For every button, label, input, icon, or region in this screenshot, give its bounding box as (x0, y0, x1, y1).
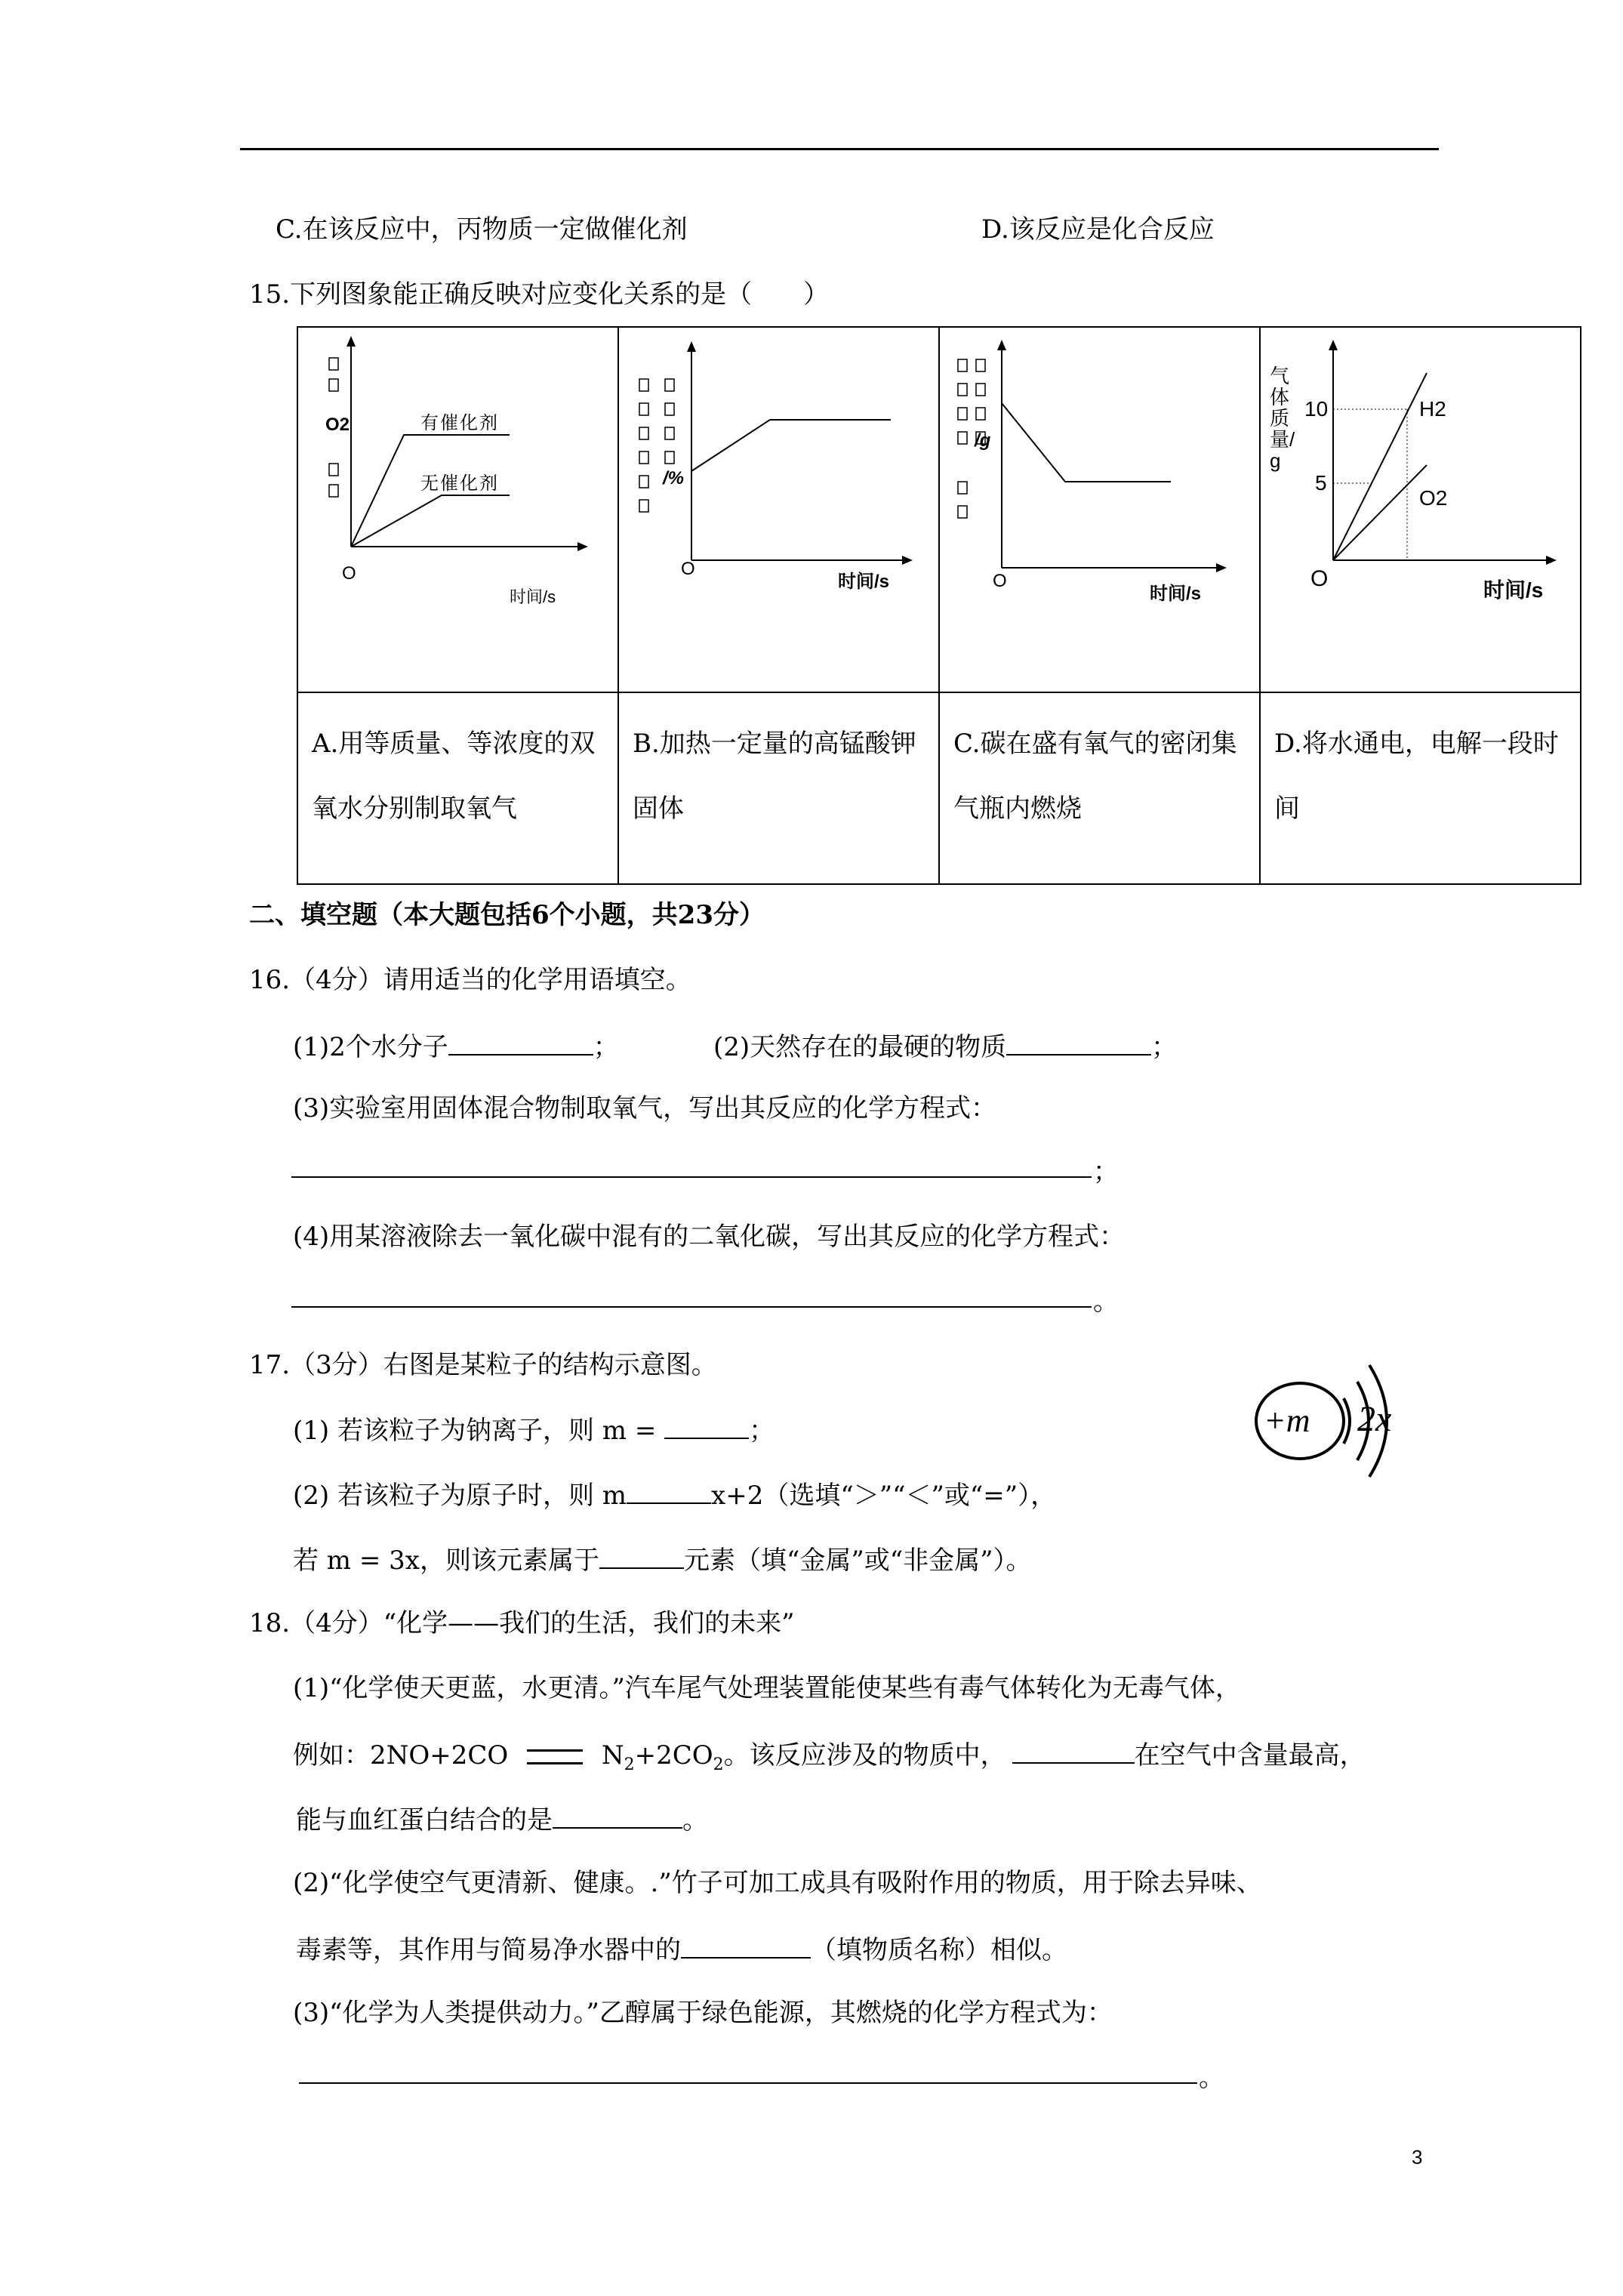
q18-period: 。 (1199, 2063, 1224, 2093)
equals-sign (527, 1749, 583, 1764)
header-rule (240, 148, 1439, 150)
graph-a-xlabel: 时间/s (510, 587, 556, 606)
graph-c (940, 328, 1259, 692)
q16-answer-line-4[interactable] (291, 1306, 1092, 1308)
caption-c: C.碳在盛有氧气的密闭集气瓶内燃烧 (953, 729, 1237, 824)
graph-a (298, 328, 617, 692)
q14-option-d: D.该反应是化合反应 (981, 214, 1215, 245)
q17-blank-2[interactable] (627, 1477, 711, 1504)
q16-part2: (2)天然存在的最硬的物质 ； (713, 1028, 1177, 1064)
q17-blank-3[interactable] (599, 1542, 684, 1569)
q17-part2: (2) 若该粒子为原子时，则 m x+2（选填“＞”“＜”或“=”）， (293, 1477, 1056, 1512)
q17-part1: (1) 若该粒子为钠离子，则 m = ； (293, 1412, 775, 1447)
graph-d-series-h2: H2 (1419, 397, 1446, 421)
q16-blank-2[interactable] (1006, 1028, 1151, 1056)
q18-part3: (3)“化学为人类提供动力。”乙醇属于绿色能源，其燃烧的化学方程式为： (293, 1998, 1113, 2028)
graph-d-ylabel: 气体质量/g (1270, 365, 1295, 472)
q16-semicolon: ； (1093, 1157, 1119, 1187)
q15-table (297, 326, 1581, 885)
q18-part1-equation: 例如：2NO+2CO $N_2+2CO_2$。该反应涉及的物质中， 在空气中含量最高， (293, 1737, 1366, 1782)
q16-part4: (4)用某溶液除去一氧化碳中混有的二氧化碳，写出其反应的化学方程式： (293, 1222, 1126, 1252)
nucleus-label: +m (1264, 1402, 1310, 1439)
graph-a-series-2: 无催化剂 (420, 473, 499, 494)
q16-blank-1[interactable] (448, 1028, 593, 1056)
graph-b (619, 328, 938, 692)
q18-part2b: 毒素等，其作用与简易净水器中的 （填物质名称）相似。 (296, 1931, 1067, 1967)
graph-d (1261, 328, 1580, 692)
graph-d-xlabel: 时间/s (1483, 578, 1544, 602)
q18-stem: 18.（4分）“化学——我们的生活，我们的未来” (249, 1608, 795, 1638)
caption-d: D.将水通电，电解一段时间 (1274, 729, 1559, 824)
shell-electron-label: 2x (1357, 1399, 1392, 1439)
graph-b-ylabel: /% (663, 468, 685, 488)
q18-blank-3[interactable] (681, 1931, 811, 1959)
graph-d-ytick-5: 5 (1315, 471, 1327, 495)
section-title: 二、填空题（本大题包括6个小题，共23分） (249, 900, 765, 930)
q18-answer-line-3[interactable] (299, 2082, 1197, 2084)
q16-part3: (3)实验室用固体混合物制取氧气，写出其反应的化学方程式： (293, 1093, 997, 1123)
graph-d-series-o2: O2 (1419, 486, 1448, 510)
graph-d-origin: O (1310, 566, 1329, 591)
q16-stem: 16.（4分）请用适当的化学用语填空。 (249, 965, 691, 995)
graph-c-origin: O (993, 571, 1007, 591)
graph-a-ylabel: O2 (325, 415, 350, 435)
q17-part3: 若 m = 3x，则该元素属于 元素（填“金属”或“非金属”）。 (293, 1542, 1032, 1577)
caption-b: B.加热一定量的高锰酸钾固体 (633, 729, 916, 824)
graph-c-xlabel: 时间/s (1150, 584, 1202, 604)
q16-part1: (1)2个水分子 ； (293, 1028, 619, 1064)
graph-c-ylabel: /g (975, 430, 991, 451)
q16-answer-line-3[interactable] (291, 1176, 1092, 1178)
graph-b-xlabel: 时间/s (838, 572, 890, 592)
q18-part1: (1)“化学使天更蓝，水更清。”汽车尾气处理装置能使某些有毒气体转化为无毒气体， (293, 1673, 1241, 1703)
particle-structure-diagram (1247, 1348, 1428, 1492)
graph-b-origin: O (681, 559, 695, 579)
caption-a: A.用等质量、等浓度的双氧水分别制取氧气 (312, 729, 596, 824)
graph-a-series-1: 有催化剂 (420, 413, 499, 433)
page-number: 3 (1412, 2146, 1423, 2168)
q15-stem: 15.下列图象能正确反映对应变化关系的是（ ） (249, 279, 830, 310)
graph-a-origin: O (342, 563, 356, 584)
q16-period: 。 (1093, 1287, 1119, 1317)
q14-option-c: C.在该反应中，丙物质一定做催化剂 (276, 214, 688, 245)
q18-part2: (2)“化学使空气更清新、健康。.”竹子可加工成具有吸附作用的物质，用于除去异味、 (293, 1868, 1262, 1898)
q18-blank-1[interactable] (1012, 1737, 1135, 1764)
q18-blank-2[interactable] (553, 1801, 682, 1829)
q18-part1c: 能与血红蛋白结合的是 。 (296, 1801, 708, 1837)
graph-d-ytick-10: 10 (1304, 397, 1329, 421)
q17-blank-1[interactable] (664, 1412, 749, 1439)
q17-stem: 17.（3分）右图是某粒子的结构示意图。 (249, 1350, 717, 1380)
